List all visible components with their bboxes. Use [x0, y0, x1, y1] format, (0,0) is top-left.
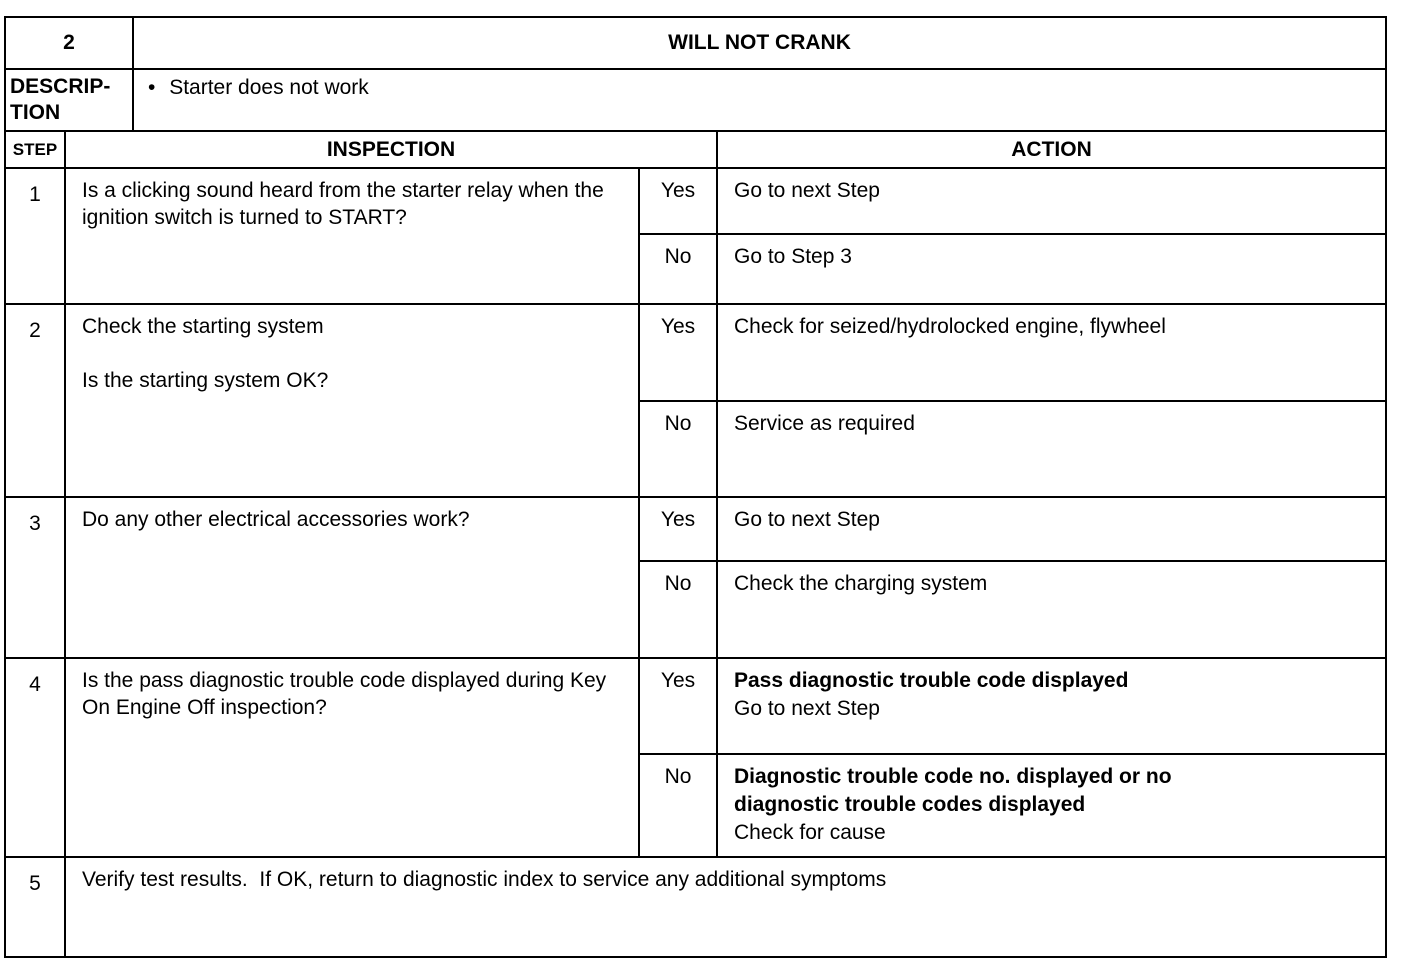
inspection-text: Verify test results. If OK, return to diagnostic index to service any additional symptoms	[82, 867, 887, 891]
step-5-row	[5, 857, 1386, 958]
no-action-text: Service as required	[734, 411, 915, 435]
yes-action	[717, 304, 1386, 400]
step-number: 4	[5, 658, 65, 857]
diagnostic-table-page	[4, 16, 1385, 958]
no-action	[717, 234, 1386, 304]
header-row	[5, 17, 1386, 69]
yes-action-text: Go to next Step	[734, 508, 880, 531]
inspection-column-header: INSPECTION	[65, 131, 717, 167]
inspection-text: Do any other electrical accessories work?	[82, 508, 470, 531]
inspection-text: Is the pass diagnostic trouble code displayed during Key On Engine Off inspection?	[82, 668, 607, 719]
description-label-line2: TION	[10, 101, 61, 125]
no-action-bold: Diagnostic trouble code no. displayed or no diagnostic trouble codes displayed	[734, 765, 1172, 817]
no-label: No	[639, 401, 717, 497]
step-inspection	[65, 497, 639, 658]
yes-label: Yes	[639, 304, 717, 400]
step-inspection	[65, 658, 639, 857]
step-column-header: STEP	[5, 131, 65, 167]
no-label: No	[639, 754, 717, 856]
yes-action	[717, 497, 1386, 561]
step-inspection	[65, 857, 1386, 958]
inspection-text: Is a clicking sound heard from the starter relay when the ignition switch is turned to START?	[82, 178, 604, 229]
column-header-row	[5, 131, 1386, 167]
step-number: 2	[5, 304, 65, 497]
step-number: 5	[5, 857, 65, 958]
yes-action-text: Go to next Step	[734, 696, 880, 720]
description-text	[133, 69, 1386, 131]
step-inspection	[65, 168, 639, 305]
no-action-text: Check for cause	[734, 821, 886, 845]
no-action	[717, 401, 1386, 497]
diagnostic-table	[4, 16, 1387, 958]
no-action	[717, 754, 1386, 856]
yes-action-bold: Pass diagnostic trouble code displayed	[734, 668, 1129, 692]
step-1-yes-row	[5, 168, 1386, 234]
step-2-yes-row	[5, 304, 1386, 400]
no-label: No	[639, 561, 717, 657]
yes-label: Yes	[639, 168, 717, 234]
symptom-number: 2	[5, 17, 133, 69]
yes-action-text: Go to next Step	[734, 178, 880, 202]
step-3-yes-row	[5, 497, 1386, 561]
yes-action	[717, 168, 1386, 234]
description-row	[5, 69, 1386, 131]
step-number: 3	[5, 497, 65, 658]
no-action	[717, 561, 1386, 657]
action-column-header: ACTION	[717, 131, 1386, 167]
bullet-icon: •	[148, 76, 156, 100]
inspection-text: Check the starting system	[82, 315, 324, 339]
yes-label: Yes	[639, 497, 717, 561]
inspection-question: Is the starting system OK?	[82, 369, 329, 393]
step-4-yes-row	[5, 658, 1386, 754]
step-inspection	[65, 304, 639, 497]
no-action-text: Go to Step 3	[734, 244, 852, 268]
yes-label: Yes	[639, 658, 717, 754]
description-label-line1: DESCRIP-	[10, 75, 111, 99]
step-number: 1	[5, 168, 65, 305]
no-label: No	[639, 234, 717, 304]
symptom-title: WILL NOT CRANK	[133, 17, 1386, 69]
yes-action	[717, 658, 1386, 754]
no-action-text: Check the charging system	[734, 572, 988, 596]
description-value: Starter does not work	[169, 76, 369, 100]
description-label	[5, 69, 133, 131]
yes-action-text: Check for seized/hydrolocked engine, flywheel	[734, 315, 1166, 339]
